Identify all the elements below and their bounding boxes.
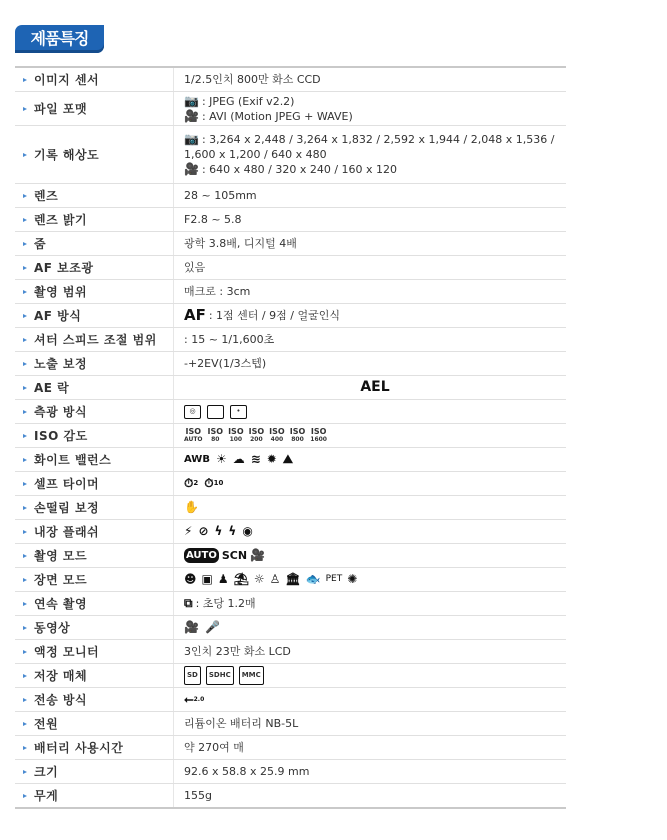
spec-row-power	[15, 712, 566, 736]
aquarium-icon: 🐟	[305, 572, 321, 586]
spec-row-metering	[15, 400, 566, 424]
beach-icon: ⛱	[233, 572, 249, 586]
hand-shake-icon: ✋	[184, 500, 199, 514]
usb-icon: ⭠ 2.0	[184, 692, 205, 706]
spec-label: 손떨림 보정	[15, 496, 173, 519]
self-timer-10s-icon: ⏱ 10	[204, 476, 224, 490]
spec-label: 무게	[15, 784, 173, 807]
spec-row-transfer	[15, 688, 566, 712]
spec-row-sensor	[15, 68, 566, 92]
scn-mode-icon: SCN	[221, 549, 248, 562]
spec-value: 약 270여 매	[184, 741, 244, 754]
spec-table	[15, 66, 566, 809]
spec-value	[174, 376, 566, 399]
spec-value: 📷 : JPEG (Exif v2.2) 🎥 : AVI (Motion JPEG + WAVE)	[184, 93, 353, 123]
spec-row-aperture	[15, 208, 566, 232]
spec-row-white-balance	[15, 448, 566, 472]
pet-icon: PET	[325, 574, 343, 584]
spec-value: 광학 3.8배, 디지털 4배	[184, 237, 297, 250]
spec-value: 리튬이온 배터리 NB-5L	[184, 717, 299, 730]
spec-label: 이미지 센서	[15, 68, 173, 91]
spec-row-size	[15, 760, 566, 784]
spec-value	[174, 616, 566, 639]
movie-camera-icon: 🎥	[250, 548, 266, 562]
spec-label: 셀프 타이머	[15, 472, 173, 495]
af-icon: AF	[184, 306, 206, 324]
spec-value: AF : 1점 센터 / 9점 / 얼굴인식	[184, 306, 340, 324]
spec-label: 촬영 모드	[15, 544, 173, 567]
spec-value: F2.8 ~ 5.8	[184, 213, 242, 226]
spec-label: ISO 감도	[15, 424, 173, 447]
spec-label: 노출 보정	[15, 352, 173, 375]
spec-label: 장면 모드	[15, 568, 173, 591]
spec-row-lcd	[15, 640, 566, 664]
mmc-card-icon: MMC	[239, 666, 264, 685]
spec-label: 화이트 밸런스	[15, 448, 173, 471]
flash-auto-icon: ⚡	[184, 524, 193, 538]
fluorescent-icon: ≋	[250, 452, 261, 466]
spec-row-scene-mode	[15, 568, 566, 592]
sd-card-icon: SD	[184, 666, 201, 685]
iso-400-icon: ISO 400	[269, 426, 285, 443]
spec-row-self-timer	[15, 472, 566, 496]
spec-row-zoom	[15, 232, 566, 256]
spot-metering-icon: •	[230, 405, 247, 419]
custom-wb-icon: ⛰	[282, 452, 293, 466]
spec-label: 파일 포맷	[15, 92, 173, 125]
spec-label: 촬영 범위	[15, 280, 173, 303]
spec-label: 크기	[15, 760, 173, 783]
spec-row-media	[15, 664, 566, 688]
camera-icon: 📷	[184, 93, 199, 108]
spec-label: 동영상	[15, 616, 173, 639]
spec-label: 전송 방식	[15, 688, 173, 711]
spec-row-resolution	[15, 126, 566, 184]
portrait-icon: ☻	[184, 572, 197, 586]
iso-800-icon: ISO 800	[289, 426, 306, 443]
spec-value	[174, 424, 566, 447]
spec-label: AF 방식	[15, 304, 173, 327]
flash-on-icon: ϟ	[214, 524, 223, 538]
camera-icon: 📷	[184, 132, 199, 146]
movie-camera-icon: 🎥	[184, 620, 199, 634]
center-weighted-metering-icon	[207, 405, 224, 419]
spec-row-iso	[15, 424, 566, 448]
spec-row-exposure	[15, 352, 566, 376]
spec-label: 전원	[15, 712, 173, 735]
spec-value: 3인치 23만 화소 LCD	[184, 645, 291, 658]
daylight-icon: ☀	[215, 452, 227, 466]
spec-value: 1/2.5인치 800만 화소 CCD	[184, 73, 321, 86]
spec-value	[174, 472, 566, 495]
spec-label: 렌즈	[15, 184, 173, 207]
movie-camera-icon: 🎥	[184, 108, 199, 123]
spec-value	[174, 400, 566, 423]
tungsten-icon: ✹	[266, 452, 277, 466]
awb-icon: AWB	[184, 454, 210, 465]
iso-auto-icon: ISO AUTO	[184, 426, 203, 443]
red-eye-icon: ◉	[242, 524, 253, 538]
page-title: 제품특징	[15, 25, 104, 53]
evaluative-metering-icon: ◎	[184, 405, 201, 419]
iso-200-icon: ISO 200	[248, 426, 265, 443]
spec-label: 배터리 사용시간	[15, 736, 173, 759]
spec-label: AE 락	[15, 376, 173, 399]
night-portrait-icon: ♙	[269, 572, 281, 586]
iso-100-icon: ISO 100	[228, 426, 244, 443]
cloudy-icon: ☁	[232, 452, 245, 466]
spec-value: 📷 : 3,264 x 2,448 / 3,264 x 1,832 / 2,592 x 1,944 / 2,048 x 1,536 / 1,600 x 1,200 / 640 x 480 🎥 : 640 x 480 / 320 x 240 / 160 x 120	[184, 132, 555, 176]
spec-row-movie	[15, 616, 566, 640]
microphone-icon: 🎤	[204, 620, 220, 634]
spec-row-af-mode	[15, 304, 566, 328]
spec-label: 셔터 스피드 조절 범위	[15, 328, 173, 351]
spec-row-range	[15, 280, 566, 304]
spec-label: 기록 해상도	[15, 126, 173, 183]
spec-row-shoot-mode	[15, 544, 566, 568]
iso-1600-icon: ISO 1600	[310, 426, 327, 443]
spec-value: 92.6 x 58.8 x 25.9 mm	[184, 765, 310, 778]
spec-value: -+2EV(1/3스텝)	[184, 357, 267, 370]
spec-label: 렌즈 밝기	[15, 208, 173, 231]
ael-icon: AEL	[360, 379, 390, 395]
auto-mode-icon: AUTO	[186, 550, 217, 561]
spec-value	[174, 568, 566, 591]
spec-value	[174, 448, 566, 471]
museum-icon: 🏛	[285, 572, 301, 586]
spec-row-burst	[15, 592, 566, 616]
sdhc-card-icon: SDHC	[206, 666, 234, 685]
spec-value	[174, 664, 566, 687]
party-icon: ✺	[347, 572, 358, 586]
spec-label: 연속 촬영	[15, 592, 173, 615]
sunset-icon: ☼	[253, 572, 265, 586]
spec-row-lens	[15, 184, 566, 208]
spec-label: 액정 모니터	[15, 640, 173, 663]
spec-row-ae-lock	[15, 376, 566, 400]
spec-value: 28 ~ 105mm	[184, 189, 257, 202]
self-timer-2s-icon: ⏱ 2	[184, 476, 199, 490]
spec-row-battery	[15, 736, 566, 760]
movie-camera-icon: 🎥	[184, 162, 199, 176]
spec-row-file-format	[15, 92, 566, 126]
burst-icon: ⧉	[184, 596, 193, 610]
spec-value: 매크로 : 3cm	[184, 285, 251, 298]
spec-label: 저장 매체	[15, 664, 173, 687]
spec-row-flash	[15, 520, 566, 544]
spec-label: AF 보조광	[15, 256, 173, 279]
slow-sync-icon: ϟ	[228, 524, 237, 538]
spec-value	[174, 520, 566, 543]
spec-label: 내장 플래쉬	[15, 520, 173, 543]
spec-value	[174, 544, 566, 567]
spec-row-shake	[15, 496, 566, 520]
spec-row-shutter	[15, 328, 566, 352]
spec-row-weight	[15, 784, 566, 807]
kids-icon: ♟	[217, 572, 229, 586]
spec-label: 줌	[15, 232, 173, 255]
spec-value: 있음	[184, 261, 206, 274]
spec-value: 155g	[184, 789, 212, 802]
spec-value: ⧉ : 초당 1.2매	[184, 596, 256, 610]
spec-value	[174, 688, 566, 711]
spec-value	[174, 496, 566, 519]
flash-off-icon: ⊘	[198, 524, 209, 538]
iso-80-icon: ISO 80	[207, 426, 224, 443]
spec-row-af-assist	[15, 256, 566, 280]
landscape-icon: ▣	[201, 572, 213, 586]
spec-value: : 15 ~ 1/1,600초	[184, 333, 275, 346]
spec-label: 측광 방식	[15, 400, 173, 423]
